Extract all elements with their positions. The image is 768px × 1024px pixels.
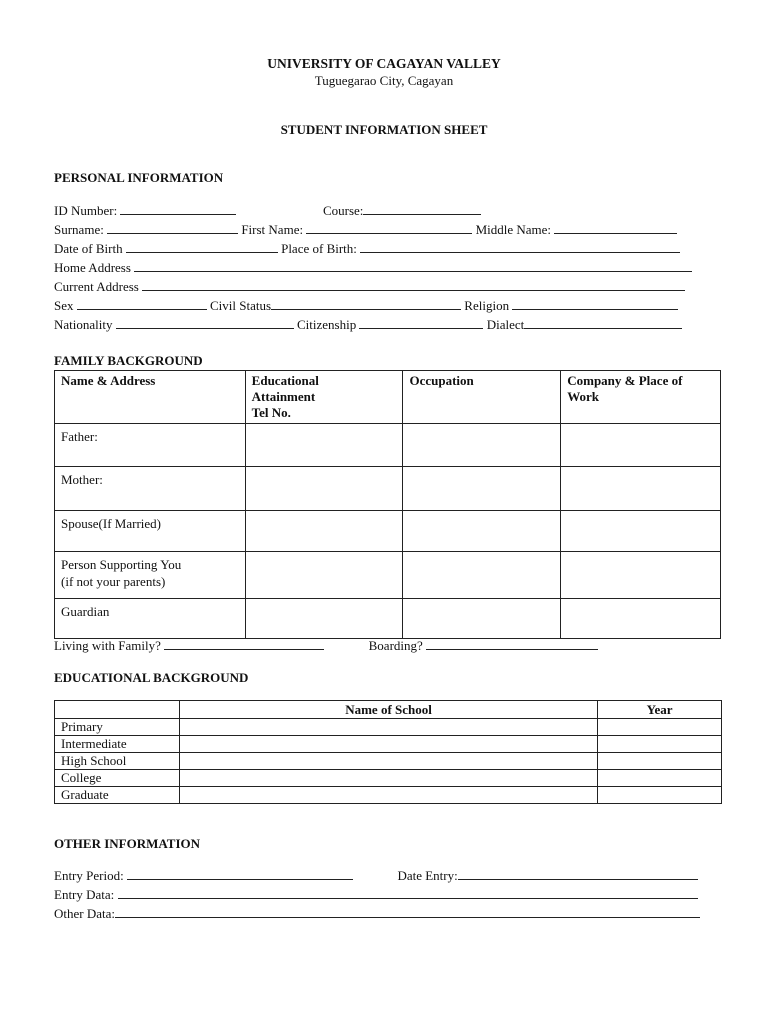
row-primary: Primary	[55, 719, 180, 736]
row-names	[54, 221, 677, 238]
citizenship-field[interactable]	[359, 316, 483, 329]
col-educational-attainment	[245, 371, 403, 424]
date-entry-label: Date Entry:	[397, 868, 458, 883]
row-id-course	[54, 202, 481, 219]
col-educ-line1: Educational	[251, 373, 319, 388]
other-data-label: Other Data:	[54, 906, 116, 921]
spouse-occupation-cell[interactable]	[403, 511, 561, 552]
entry-period-label: Entry Period:	[54, 868, 124, 883]
civil-status-label: Civil Status	[210, 298, 272, 313]
row-entry-period	[54, 867, 698, 884]
row-college: College	[55, 770, 180, 787]
course-field[interactable]	[363, 202, 481, 215]
table-row	[55, 719, 722, 736]
table-row	[55, 787, 722, 804]
place-of-birth-field[interactable]	[360, 240, 680, 253]
father-company-cell[interactable]	[561, 424, 721, 467]
row-birth	[54, 240, 680, 257]
col-company-line1: Company & Place of	[567, 373, 683, 388]
row-other-data	[54, 905, 700, 922]
col-occupation: Occupation	[403, 371, 561, 424]
intermediate-school-cell[interactable]	[179, 736, 597, 753]
living-with-family-label: Living with Family?	[54, 638, 161, 653]
dialect-field[interactable]	[524, 316, 682, 329]
intermediate-year-cell[interactable]	[598, 736, 722, 753]
col-educ-line3: Tel No.	[251, 405, 291, 420]
father-occupation-cell[interactable]	[403, 424, 561, 467]
surname-field[interactable]	[107, 221, 238, 234]
table-row	[55, 552, 721, 599]
table-row	[55, 599, 721, 639]
family-background-heading: FAMILY BACKGROUND	[54, 353, 203, 368]
id-number-label: ID Number:	[54, 203, 118, 218]
row-mother: Mother:	[55, 467, 246, 511]
middle-name-label: Middle Name:	[475, 222, 552, 237]
row-guardian: Guardian	[55, 599, 246, 639]
date-entry-field[interactable]	[458, 867, 698, 880]
spouse-company-cell[interactable]	[561, 511, 721, 552]
date-of-birth-field[interactable]	[126, 240, 278, 253]
personal-info-heading: PERSONAL INFORMATION	[54, 170, 224, 185]
row-high-school: High School	[55, 753, 180, 770]
col-company-line2: Work	[567, 389, 600, 404]
primary-school-cell[interactable]	[179, 719, 597, 736]
living-with-family-field[interactable]	[164, 637, 324, 650]
citizenship-label: Citizenship	[297, 317, 357, 332]
support-company-cell[interactable]	[561, 552, 721, 599]
col-educ-line2: Attainment	[251, 389, 316, 404]
surname-label: Surname:	[54, 222, 104, 237]
col-name-of-school: Name of School	[179, 701, 597, 719]
sex-label: Sex	[54, 298, 74, 313]
family-header-row	[55, 371, 721, 424]
table-row	[55, 736, 722, 753]
guardian-company-cell[interactable]	[561, 599, 721, 639]
table-row	[55, 467, 721, 511]
edu-header-row	[55, 701, 722, 719]
first-name-field[interactable]	[306, 221, 472, 234]
boarding-label: Boarding?	[368, 638, 423, 653]
mother-company-cell[interactable]	[561, 467, 721, 511]
civil-status-field[interactable]	[271, 297, 461, 310]
guardian-occupation-cell[interactable]	[403, 599, 561, 639]
high-school-school-cell[interactable]	[179, 753, 597, 770]
table-row	[55, 770, 722, 787]
place-of-birth-label: Place of Birth:	[281, 241, 357, 256]
mother-occupation-cell[interactable]	[403, 467, 561, 511]
current-address-field[interactable]	[142, 278, 685, 291]
table-row	[55, 753, 722, 770]
row-intermediate: Intermediate	[55, 736, 180, 753]
row-father: Father:	[55, 424, 246, 467]
sheet-title: STUDENT INFORMATION SHEET	[280, 122, 488, 137]
educational-background-heading: EDUCATIONAL BACKGROUND	[54, 670, 249, 685]
date-of-birth-label: Date of Birth	[54, 241, 123, 256]
sex-field[interactable]	[77, 297, 207, 310]
col-level	[55, 701, 180, 719]
row-sex-status-religion	[54, 297, 678, 314]
home-address-label: Home Address	[54, 260, 131, 275]
nationality-label: Nationality	[54, 317, 113, 332]
row-support-line2: (if not your parents)	[61, 574, 166, 589]
dialect-label: Dialect	[486, 317, 525, 332]
row-graduate: Graduate	[55, 787, 180, 804]
graduate-school-cell[interactable]	[179, 787, 597, 804]
support-education-cell[interactable]	[245, 552, 403, 599]
table-row	[55, 511, 721, 552]
support-occupation-cell[interactable]	[403, 552, 561, 599]
other-data-field[interactable]	[115, 905, 700, 918]
university-location: Tuguegarao City, Cagayan	[314, 73, 454, 88]
college-year-cell[interactable]	[598, 770, 722, 787]
col-company	[561, 371, 721, 424]
row-entry-data	[54, 886, 698, 903]
current-address-label: Current Address	[54, 279, 139, 294]
table-row	[55, 424, 721, 467]
family-background-table	[54, 370, 721, 639]
row-person-supporting	[55, 552, 246, 599]
row-current-address	[54, 278, 685, 295]
educational-background-table	[54, 700, 722, 804]
id-number-field[interactable]	[120, 202, 236, 215]
row-spouse: Spouse(If Married)	[55, 511, 246, 552]
entry-data-label: Entry Data:	[54, 887, 115, 902]
university-name: UNIVERSITY OF CAGAYAN VALLEY	[267, 56, 501, 71]
high-school-year-cell[interactable]	[598, 753, 722, 770]
religion-field[interactable]	[512, 297, 678, 310]
spouse-education-cell[interactable]	[245, 511, 403, 552]
guardian-education-cell[interactable]	[245, 599, 403, 639]
religion-label: Religion	[464, 298, 510, 313]
course-label: Course:	[322, 203, 364, 218]
primary-year-cell[interactable]	[598, 719, 722, 736]
graduate-year-cell[interactable]	[598, 787, 722, 804]
college-school-cell[interactable]	[179, 770, 597, 787]
row-support-line1: Person Supporting You	[61, 557, 182, 572]
nationality-field[interactable]	[116, 316, 294, 329]
other-info-heading: OTHER INFORMATION	[54, 836, 201, 851]
boarding-field[interactable]	[426, 637, 598, 650]
middle-name-field[interactable]	[554, 221, 677, 234]
col-year: Year	[598, 701, 722, 719]
col-name-address: Name & Address	[55, 371, 246, 424]
entry-data-field[interactable]	[118, 886, 698, 899]
row-home-address	[54, 259, 692, 276]
home-address-field[interactable]	[134, 259, 692, 272]
mother-education-cell[interactable]	[245, 467, 403, 511]
row-living-boarding	[54, 637, 598, 654]
first-name-label: First Name:	[241, 222, 304, 237]
entry-period-field[interactable]	[127, 867, 353, 880]
row-nationality	[54, 316, 682, 333]
father-education-cell[interactable]	[245, 424, 403, 467]
